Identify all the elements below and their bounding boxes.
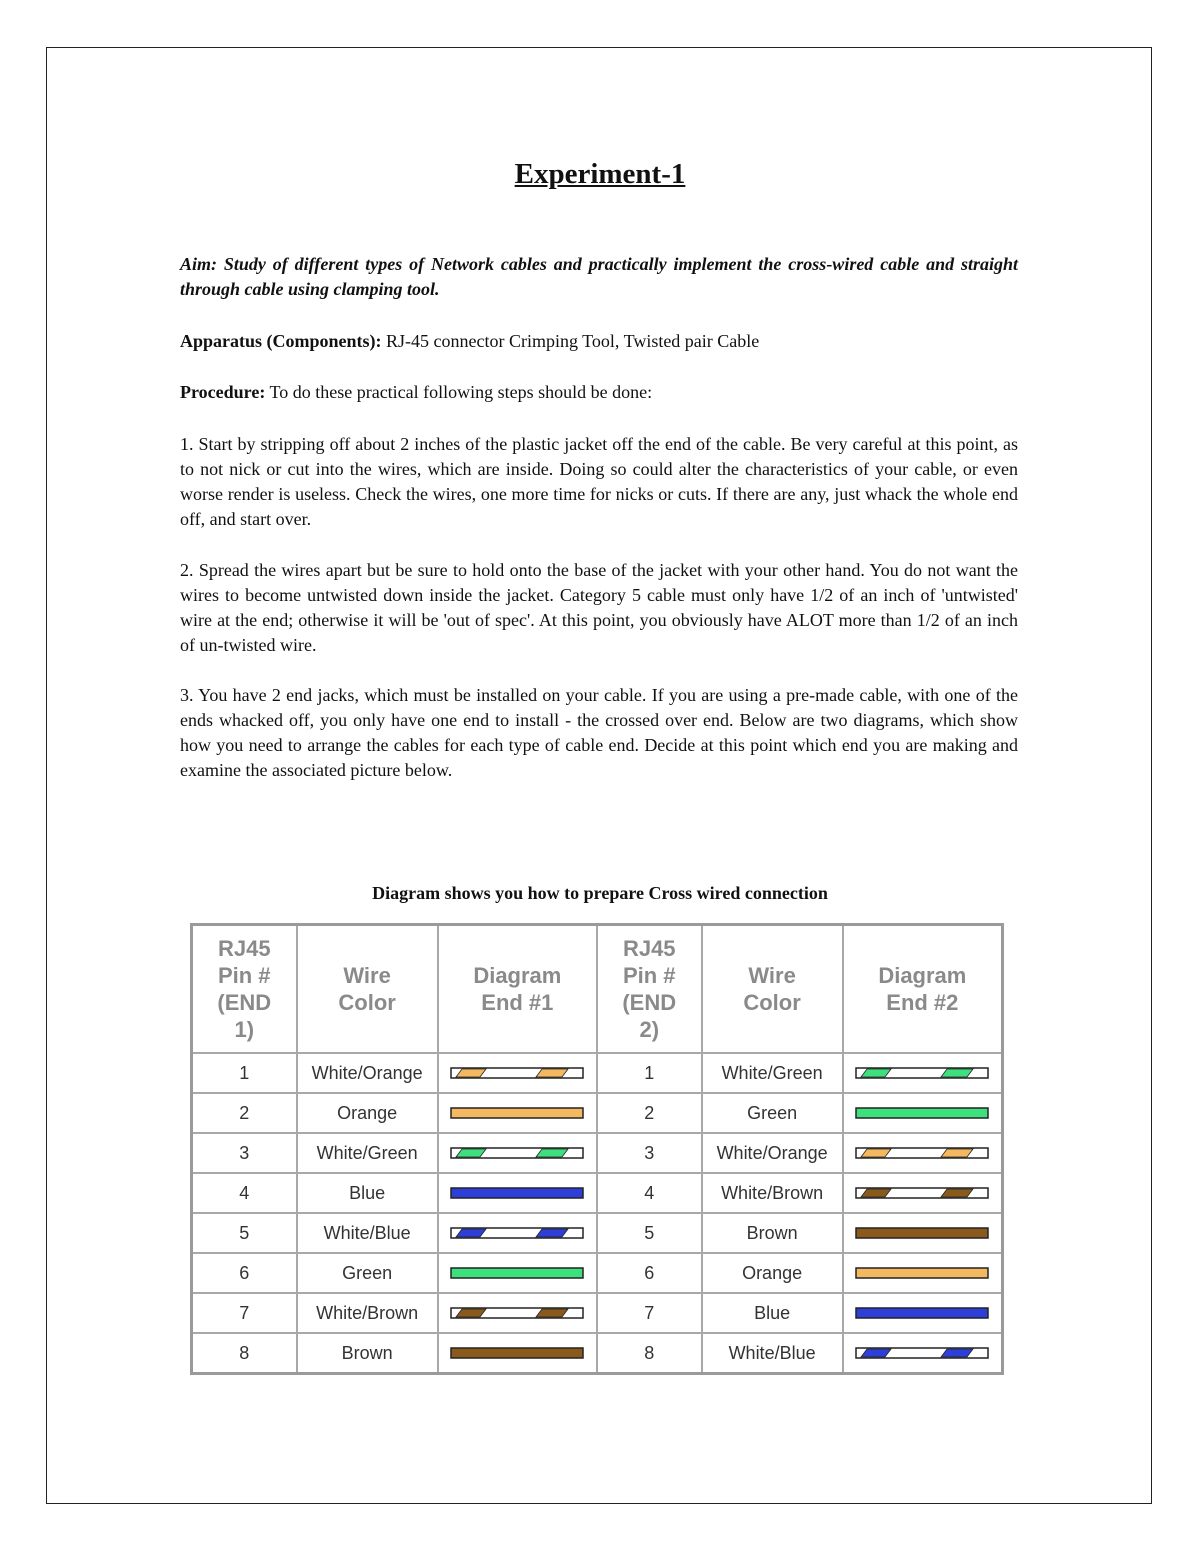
pin-end2-cell: 6: [597, 1253, 702, 1293]
wire-color-end2-cell: Brown: [702, 1213, 843, 1253]
pin-end2-cell: 5: [597, 1213, 702, 1253]
cross-wiring-table: [190, 923, 1004, 1375]
wire-white-green-icon: [439, 1145, 596, 1161]
wire-color-end1-cell: White/Brown: [297, 1293, 438, 1333]
aim-paragraph: Aim: Study of different types of Network cables and practically implement the cross-wired cable and straight through cable using clamping tool.: [180, 254, 1018, 299]
table-row: [192, 1173, 1003, 1213]
wire-white-brown-icon: [844, 1185, 1001, 1201]
pin-end1-cell: 8: [192, 1333, 297, 1374]
wire-color-end2-cell: White/Green: [702, 1053, 843, 1093]
table-row: [192, 1133, 1003, 1173]
wire-orange-icon: [844, 1265, 1001, 1281]
wire-diagram-end1-cell: [438, 1133, 597, 1173]
step-2-paragraph: 2. Spread the wires apart but be sure to hold onto the base of the jacket with your other hand. You do not want the wires to become untwisted down inside the jacket. Category 5 cable must only have 1/2 of an inch of 'untwisted' wire at the end; otherwise it will be 'out of spec'. At this point, you obviously have ALOT more than 1/2 of an inch of un-twisted wire.: [180, 560, 1018, 655]
wire-brown-icon: [844, 1225, 1001, 1241]
procedure-paragraph: [180, 380, 1018, 405]
apparatus-text: RJ-45 connector Crimping Tool, Twisted pair Cable: [381, 331, 760, 351]
wire-color-end2-cell: Green: [702, 1093, 843, 1133]
pin-end1-cell: 4: [192, 1173, 297, 1213]
pin-end2-cell: 2: [597, 1093, 702, 1133]
wire-color-end1-cell: White/Green: [297, 1133, 438, 1173]
pin-end2-cell: 4: [597, 1173, 702, 1213]
wire-color-end2-cell: White/Blue: [702, 1333, 843, 1374]
table-header-row: [192, 925, 1003, 1054]
wire-color-end1-cell: Green: [297, 1253, 438, 1293]
pin-end1-cell: 1: [192, 1053, 297, 1093]
diagram-caption: Diagram shows you how to prepare Cross wired connection: [372, 883, 828, 903]
table-row: [192, 1053, 1003, 1093]
header-diagram-end2: Diagram End #2: [843, 925, 1003, 1054]
page-title: Experiment-1: [514, 158, 686, 190]
wire-diagram-end1-cell: [438, 1093, 597, 1133]
table-body: [192, 1053, 1003, 1374]
wire-diagram-end1-cell: [438, 1253, 597, 1293]
wire-diagram-end2-cell: [843, 1293, 1003, 1333]
procedure-label: Procedure:: [180, 382, 266, 402]
wire-diagram-end2-cell: [843, 1253, 1003, 1293]
wire-white-blue-icon: [844, 1345, 1001, 1361]
table-row: [192, 1213, 1003, 1253]
wire-diagram-end1-cell: [438, 1333, 597, 1374]
pin-end2-cell: 8: [597, 1333, 702, 1374]
table-row: [192, 1253, 1003, 1293]
apparatus-label: Apparatus (Components):: [180, 331, 382, 351]
wire-color-end1-cell: Blue: [297, 1173, 438, 1213]
wire-diagram-end1-cell: [438, 1293, 597, 1333]
wire-color-end2-cell: White/Orange: [702, 1133, 843, 1173]
wire-diagram-end2-cell: [843, 1053, 1003, 1093]
procedure-text: To do these practical following steps should be done:: [265, 382, 653, 402]
wire-color-end1-cell: Orange: [297, 1093, 438, 1133]
pin-end1-cell: 5: [192, 1213, 297, 1253]
wire-diagram-end2-cell: [843, 1093, 1003, 1133]
wire-white-blue-icon: [439, 1225, 596, 1241]
table-row: [192, 1093, 1003, 1133]
header-wire-color-end1: Wire Color: [297, 925, 438, 1054]
wire-blue-icon: [439, 1185, 596, 1201]
wire-diagram-end2-cell: [843, 1333, 1003, 1374]
wire-orange-icon: [439, 1105, 596, 1121]
wire-diagram-end1-cell: [438, 1173, 597, 1213]
wire-green-icon: [439, 1265, 596, 1281]
step-1-paragraph: 1. Start by stripping off about 2 inches of the plastic jacket off the end of the cable. Be very careful at this point, as to not nick or cut into the wires, which are inside. Doing so could alter the characteristics of your cable, or even worse render is useless. Check the wires, one more time for nicks or cuts. If there are any, just whack the whole end off, and start over.: [180, 434, 1018, 529]
wire-color-end2-cell: Orange: [702, 1253, 843, 1293]
step-3-paragraph: 3. You have 2 end jacks, which must be installed on your cable. If you are using a pre-made cable, with one of the ends whacked off, you only have one end to install - the crossed over end. Below are two diagrams, which show how you need to arrange the cables for each type of cable end. Decide at this point which end you are making and examine the associated picture below.: [180, 685, 1018, 780]
wire-diagram-end2-cell: [843, 1213, 1003, 1253]
wire-diagram-end1-cell: [438, 1053, 597, 1093]
wire-white-orange-icon: [844, 1145, 1001, 1161]
wire-diagram-end1-cell: [438, 1213, 597, 1253]
header-wire-color-end2: Wire Color: [702, 925, 843, 1054]
wire-brown-icon: [439, 1345, 596, 1361]
table-row: [192, 1333, 1003, 1374]
pin-end1-cell: 3: [192, 1133, 297, 1173]
wire-white-brown-icon: [439, 1305, 596, 1321]
wire-color-end2-cell: White/Brown: [702, 1173, 843, 1213]
pin-end1-cell: 6: [192, 1253, 297, 1293]
wire-color-end1-cell: White/Blue: [297, 1213, 438, 1253]
header-pin-end1: RJ45 Pin # (END 1): [192, 925, 297, 1054]
wire-color-end1-cell: Brown: [297, 1333, 438, 1374]
table-row: [192, 1293, 1003, 1333]
wire-white-green-icon: [844, 1065, 1001, 1081]
wire-color-end2-cell: Blue: [702, 1293, 843, 1333]
pin-end2-cell: 1: [597, 1053, 702, 1093]
wire-white-orange-icon: [439, 1065, 596, 1081]
pin-end1-cell: 7: [192, 1293, 297, 1333]
wire-diagram-end2-cell: [843, 1173, 1003, 1213]
wire-blue-icon: [844, 1305, 1001, 1321]
header-pin-end2: RJ45 Pin # (END 2): [597, 925, 702, 1054]
wire-diagram-end2-cell: [843, 1133, 1003, 1173]
apparatus-paragraph: [180, 329, 1018, 354]
pin-end1-cell: 2: [192, 1093, 297, 1133]
header-diagram-end1: Diagram End #1: [438, 925, 597, 1054]
pin-end2-cell: 7: [597, 1293, 702, 1333]
pin-end2-cell: 3: [597, 1133, 702, 1173]
wire-color-end1-cell: White/Orange: [297, 1053, 438, 1093]
wire-green-icon: [844, 1105, 1001, 1121]
